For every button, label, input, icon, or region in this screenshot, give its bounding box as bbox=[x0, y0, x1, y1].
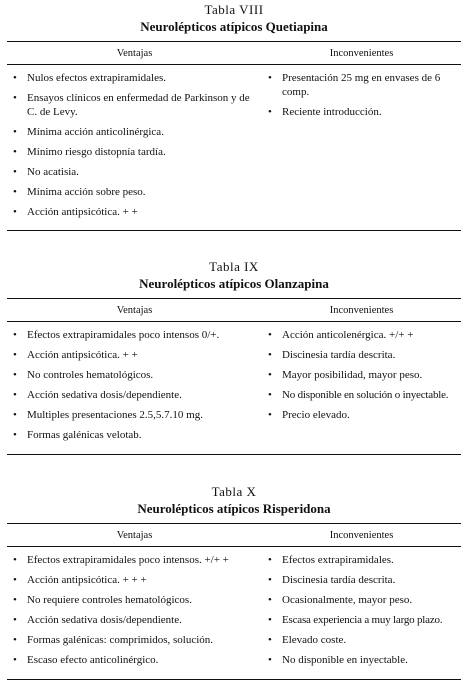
ventajas-list bbox=[7, 72, 262, 230]
list-item: • No acatisia. bbox=[7, 166, 262, 180]
header-inconvenientes: Inconvenientes bbox=[329, 529, 394, 541]
body-row bbox=[7, 547, 461, 679]
header-ventajas: Ventajas bbox=[116, 47, 153, 59]
header-row bbox=[7, 299, 461, 321]
list-item: • Acción sedativa dosis/dependiente. bbox=[7, 389, 262, 403]
header-ventajas: Ventajas bbox=[116, 304, 153, 316]
list-item: • Acción antipsicótica. + + bbox=[7, 349, 262, 363]
list-item: • Formas galénicas: comprimidos, solución. bbox=[7, 634, 262, 648]
inconvenientes-list bbox=[262, 72, 461, 230]
list-item: • Ocasionalmente, mayor peso. bbox=[262, 594, 461, 608]
table-label: Tabla X bbox=[211, 484, 257, 499]
bottom-rule bbox=[7, 679, 461, 680]
list-item: • Mayor posibilidad, mayor peso. bbox=[262, 369, 461, 383]
list-item: • Discinesia tardía descrita. bbox=[262, 574, 461, 588]
body-row bbox=[7, 65, 461, 230]
inconvenientes-list bbox=[262, 329, 461, 454]
table-label: Tabla VIII bbox=[204, 2, 264, 17]
list-item: • Elevado coste. bbox=[262, 634, 461, 648]
list-item: • Discinesia tardía descrita. bbox=[262, 349, 461, 363]
list-item: • Efectos extrapiramidales poco intensos 0/+. bbox=[7, 329, 262, 343]
list-item: • Acción anticolenérgica. +/+ + bbox=[262, 329, 461, 343]
table-title: Neurolépticos atípicos Quetiapina bbox=[140, 19, 328, 34]
list-item: • Precio elevado. bbox=[262, 409, 461, 423]
list-item: • Efectos extrapiramidales poco intensos. +/+ + bbox=[7, 554, 262, 568]
header-row bbox=[7, 42, 461, 64]
header-inconvenientes: Inconvenientes bbox=[329, 47, 394, 59]
list-item: • Efectos extrapiramidales. bbox=[262, 554, 461, 568]
table-label: Tabla IX bbox=[209, 259, 259, 274]
inconvenientes-list bbox=[262, 554, 461, 679]
list-item: • Ensayos clínicos en enfermedad de Parkinson y de C. de Levy. bbox=[7, 92, 252, 119]
table-x bbox=[7, 484, 461, 680]
bottom-rule bbox=[7, 230, 461, 231]
list-item: • No disponible en inyectable. bbox=[262, 654, 461, 668]
table-title: Neurolépticos atípicos Olanzapina bbox=[139, 276, 329, 291]
list-item: • Escasa experiencia a muy largo plazo. bbox=[262, 614, 461, 628]
ventajas-list bbox=[7, 329, 262, 454]
list-item: • Reciente introducción. bbox=[262, 106, 461, 120]
list-item: • No disponible en solución o inyectable. bbox=[262, 389, 461, 403]
body-row bbox=[7, 322, 461, 454]
list-item: • Presentación 25 mg en envases de 6 comp. bbox=[262, 72, 447, 99]
list-item: • Acción antipsicótica. + + bbox=[7, 206, 262, 220]
list-item: • Mínima acción sobre peso. bbox=[7, 186, 262, 200]
table-viii bbox=[7, 2, 461, 231]
ventajas-list bbox=[7, 554, 262, 679]
table-ix bbox=[7, 259, 461, 455]
list-item: • Formas galénicas velotab. bbox=[7, 429, 262, 443]
header-inconvenientes: Inconvenientes bbox=[329, 304, 394, 316]
list-item: • Acción sedativa dosis/dependiente. bbox=[7, 614, 262, 628]
list-item: • Acción antipsicótica. + + + bbox=[7, 574, 262, 588]
header-row bbox=[7, 524, 461, 546]
list-item: • No controles hematológicos. bbox=[7, 369, 262, 383]
list-item: • Mínima acción anticolinérgica. bbox=[7, 126, 262, 140]
header-ventajas: Ventajas bbox=[116, 529, 153, 541]
list-item: • Escaso efecto anticolinérgico. bbox=[7, 654, 262, 668]
list-item: • Mínimo riesgo distopnía tardía. bbox=[7, 146, 262, 160]
table-title: Neurolépticos atípicos Risperidona bbox=[137, 501, 331, 516]
list-item: • Multiples presentaciones 2.5,5.7.10 mg. bbox=[7, 409, 262, 423]
list-item: • No requiere controles hematológicos. bbox=[7, 594, 262, 608]
bottom-rule bbox=[7, 454, 461, 455]
list-item: • Nulos efectos extrapiramidales. bbox=[7, 72, 247, 86]
